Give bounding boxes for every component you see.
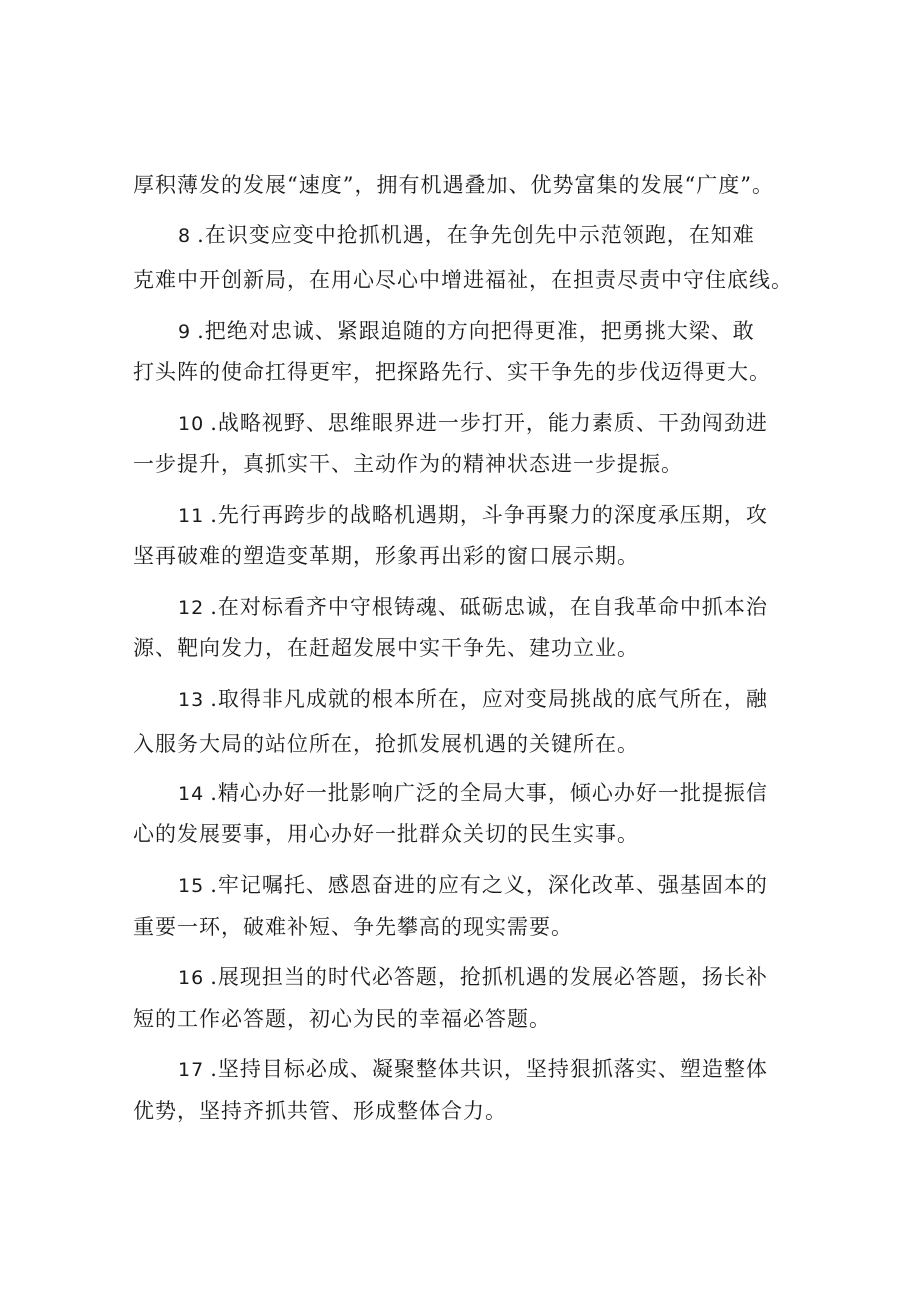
paragraph-text: 入服务大局的站位所在，抢抓发展机遇的关键所在。 — [133, 732, 639, 756]
paragraph-text: 重要一环，破难补短、争先攀高的现实需要。 — [133, 915, 573, 939]
paragraph-17-line-2 — [133, 1097, 813, 1125]
paragraph-11-line-1 — [178, 501, 813, 530]
paragraph-10-line-1 — [178, 409, 813, 438]
paragraph-text: .在对标看齐中守根铸魂、砥砺忠诚，在自我革命中抓本治 — [210, 595, 768, 619]
paragraph-text: 坚再破难的塑造变革期，形象再出彩的窗口展示期。 — [133, 544, 639, 568]
paragraph-text: 短的工作必答题，初心为民的幸福必答题。 — [133, 1007, 551, 1031]
paragraph-9-line-1 — [178, 317, 813, 346]
paragraph-number: 9 — [178, 321, 192, 343]
paragraph-13-line-2 — [133, 730, 813, 758]
paragraph-text: .精心办好一批影响广泛的全局大事，倾心办好一批提振信 — [210, 781, 768, 805]
paragraph-text: 厚积薄发的发展“速度”，拥有机遇叠加、优势富集的发展“广度”。 — [133, 173, 774, 197]
paragraph-number: 14 — [178, 783, 205, 805]
paragraph-text: 一步提升，真抓实干、主动作为的精神状态进一步提振。 — [133, 452, 683, 476]
paragraph-number: 15 — [178, 875, 205, 897]
paragraph-text: .取得非凡成就的根本所在，应对变局挑战的底气所在，融 — [210, 687, 768, 711]
paragraph-text: .先行再跨步的战略机遇期，斗争再聚力的深度承压期，攻 — [210, 503, 768, 527]
paragraph-8-line-2 — [133, 266, 813, 294]
paragraph-continuation-line — [133, 171, 813, 199]
paragraph-text: 克难中开创新局，在用心尽心中增进福祉，在担责尽责中守住底线。 — [133, 268, 793, 292]
paragraph-number: 8 — [178, 225, 192, 247]
paragraph-13-line-1 — [178, 685, 813, 714]
paragraph-14-line-1 — [178, 779, 813, 808]
paragraph-number: 17 — [178, 1059, 205, 1081]
paragraph-number: 12 — [178, 597, 205, 619]
paragraph-text: 源、靶向发力，在赶超发展中实干争先、建功立业。 — [133, 636, 639, 660]
paragraph-12-line-2 — [133, 634, 813, 662]
paragraph-number: 13 — [178, 689, 205, 711]
paragraph-text: .展现担当的时代必答题，抢抓机遇的发展必答题，扬长补 — [210, 965, 768, 989]
paragraph-text: .战略视野、思维眼界进一步打开，能力素质、干劲闯劲进 — [210, 411, 768, 435]
paragraph-15-line-2 — [133, 913, 813, 941]
paragraph-16-line-1 — [178, 963, 813, 992]
paragraph-16-line-2 — [133, 1005, 813, 1033]
paragraph-text: .在识变应变中抢抓机遇，在争先创先中示范领跑，在知难 — [197, 223, 755, 247]
paragraph-text: .牢记嘱托、感恩奋进的应有之义，深化改革、强基固本的 — [210, 873, 768, 897]
paragraph-number: 11 — [178, 505, 205, 527]
paragraph-14-line-2 — [133, 820, 813, 848]
paragraph-text: 心的发展要事，用心办好一批群众关切的民生实事。 — [133, 822, 639, 846]
paragraph-11-line-2 — [133, 542, 813, 570]
paragraph-text: .把绝对忠诚、紧跟追随的方向把得更准，把勇挑大梁、敢 — [197, 319, 755, 343]
paragraph-text: 优势，坚持齐抓共管、形成整体合力。 — [133, 1099, 507, 1123]
paragraph-text: 打头阵的使命扛得更牢，把探路先行、实干争先的步伐迈得更大。 — [133, 360, 771, 384]
paragraph-number: 10 — [178, 413, 205, 435]
paragraph-15-line-1 — [178, 871, 813, 900]
paragraph-10-line-2 — [133, 450, 813, 478]
paragraph-9-line-2 — [133, 358, 813, 386]
paragraph-text: .坚持目标必成、凝聚整体共识，坚持狠抓落实、塑造整体 — [210, 1057, 768, 1081]
paragraph-12-line-1 — [178, 593, 813, 622]
paragraph-8-line-1 — [178, 221, 813, 250]
paragraph-number: 16 — [178, 967, 205, 989]
paragraph-17-line-1 — [178, 1055, 813, 1084]
